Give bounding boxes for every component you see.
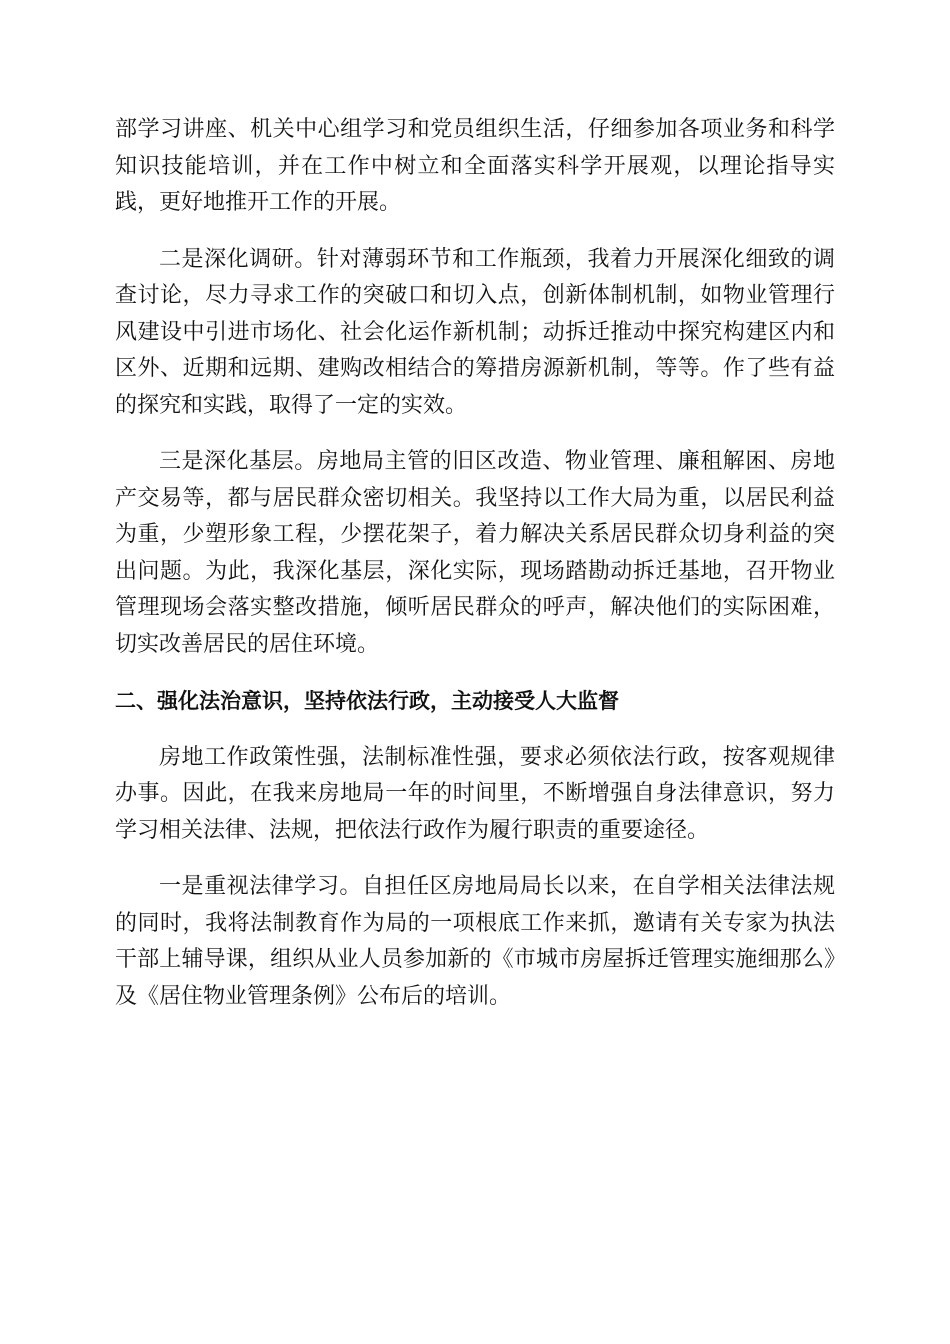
paragraph-research: 二是深化调研。针对薄弱环节和工作瓶颈，我着力开展深化细致的调查讨论，尽力寻求工作的突破口和切入点，创新体制机制，如物业管理行风建设中引进市场化、社会化运作新机制；动拆迁推动中探究构建区内和区外、近期和远期、建购改相结合的筹措房源新机制，等等。作了些有益的探究和实践，取得了一定的实效。	[115, 246, 835, 418]
document-body	[115, 112, 835, 1035]
paragraph-law-study: 一是重视法律学习。自担任区房地局局长以来，在自学相关法律法规的同时，我将法制教育作为局的一项根底工作来抓，邀请有关专家为执法干部上辅导课，组织从业人员参加新的《市城市房屋拆迁管理实施细那么》及《居住物业管理条例》公布后的培训。	[115, 874, 835, 1009]
paragraph-grassroots: 三是深化基层。房地局主管的旧区改造、物业管理、廉租解困、房地产交易等，都与居民群众密切相关。我坚持以工作大局为重，以居民利益为重，少塑形象工程，少摆花架子，着力解决关系居民群众切身利益的突出问题。为此，我深化基层，深化实际，现场踏勘动拆迁基地，召开物业管理现场会落实整改措施，倾听居民群众的呼声，解决他们的实际困难，切实改善居民的居住环境。	[115, 449, 835, 657]
paragraph-law-intro: 房地工作政策性强，法制标准性强，要求必须依法行政，按客观规律办事。因此，在我来房地局一年的时间里，不断增强自身法律意识，努力学习相关法律、法规，把依法行政作为履行职责的重要途径。	[115, 744, 835, 843]
paragraph-continued: 部学习讲座、机关中心组学习和党员组织生活，仔细参加各项业务和科学知识技能培训，并在工作中树立和全面落实科学开展观，以理论指导实践，更好地推开工作的开展。	[115, 117, 835, 215]
section-heading: 二、强化法治意识，坚持依法行政，主动接受人大监督	[115, 689, 619, 713]
